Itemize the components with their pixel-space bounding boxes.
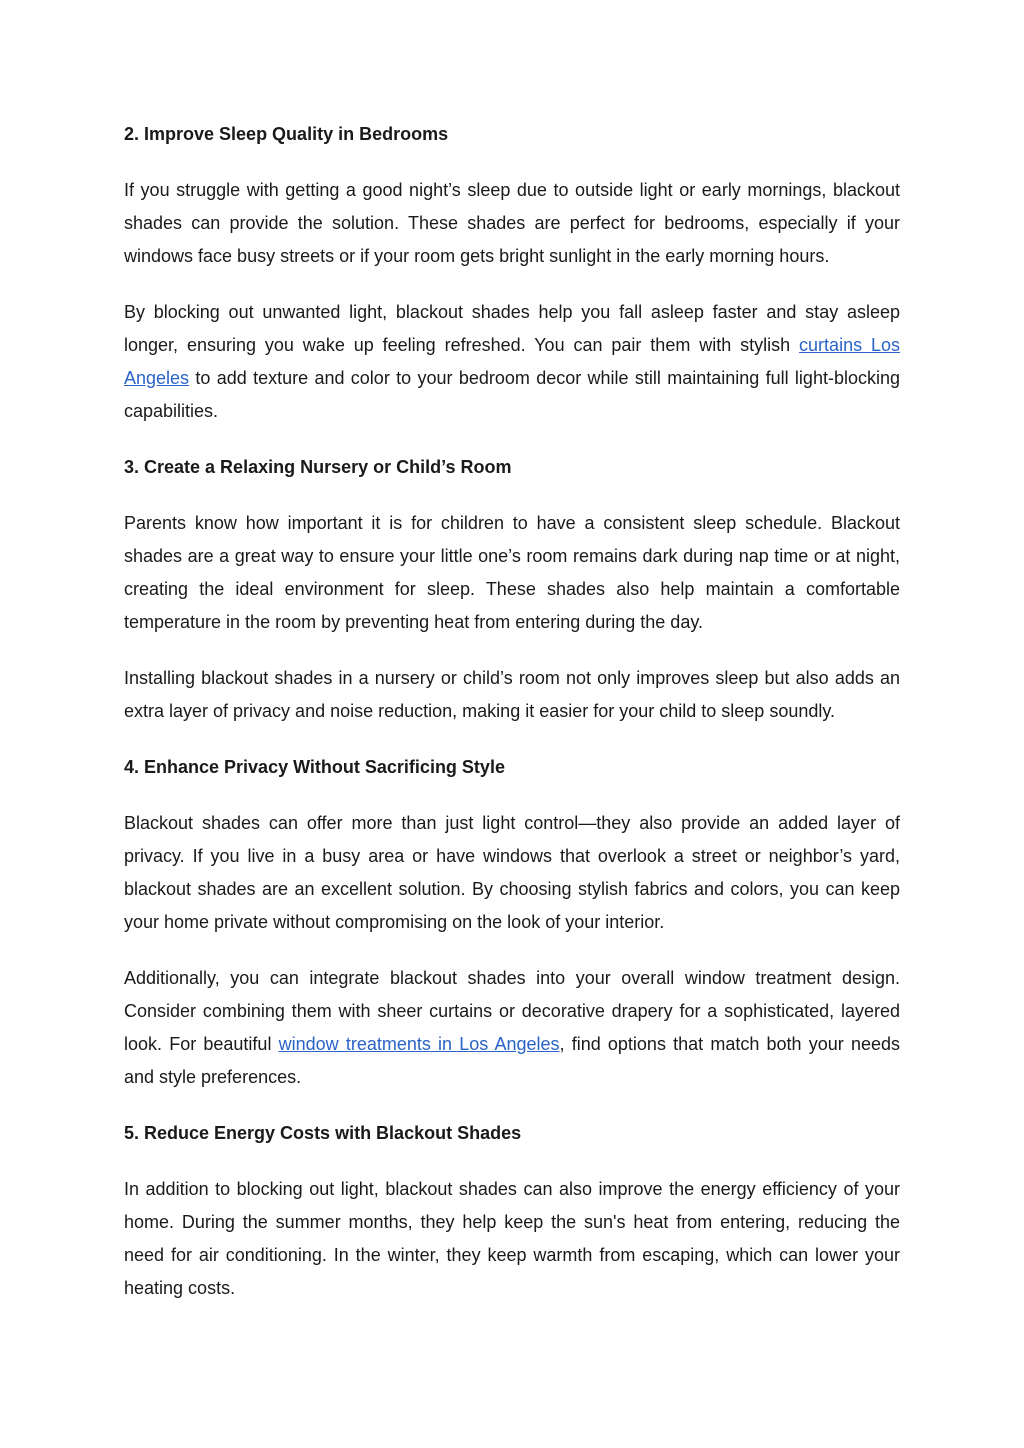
paragraph-sleep-quality-2	[124, 296, 900, 428]
paragraph-text: to add texture and color to your bedroom decor while still maintaining full light-blocking capabilities.	[124, 368, 900, 421]
document-page	[124, 118, 900, 1328]
paragraph-sleep-quality-1: If you struggle with getting a good night’s sleep due to outside light or early mornings, blackout shades can provide the solution. These shades are perfect for bedrooms, especially if your windows face busy streets or if your room gets bright sunlight in the early morning hours.	[124, 180, 900, 266]
link-curtains-los-angeles[interactable]: curtains Los Angeles	[124, 335, 900, 388]
paragraph-nursery-1: Parents know how important it is for children to have a consistent sleep schedule. Blackout shades are a great way to ensure your little one’s room remains dark during nap time or at night, creating the ideal environment for sleep. These shades also help maintain a comfortable temperature in the room by preventing heat from entering during the day.	[124, 513, 900, 632]
link-window-treatments-los-angeles[interactable]: window treatments in Los Angeles	[278, 1034, 560, 1054]
section-heading-privacy: 4. Enhance Privacy Without Sacrificing Style	[124, 757, 505, 777]
paragraph-text: Additionally, you can integrate blackout shades into your overall window treatment design. Consider combining them with sheer curtains or decorative drapery for a sophisticated, layered look. For beautiful	[124, 968, 900, 1054]
paragraph-text: , find options that match both your needs and style preferences.	[124, 1034, 900, 1087]
paragraph-text: By blocking out unwanted light, blackout shades help you fall asleep faster and stay asleep longer, ensuring you wake up feeling refreshed. You can pair them with stylish	[124, 302, 900, 355]
section-heading-energy-costs: 5. Reduce Energy Costs with Blackout Shades	[124, 1123, 522, 1143]
paragraph-nursery-2: Installing blackout shades in a nursery or child’s room not only improves sleep but also adds an extra layer of privacy and noise reduction, making it easier for your child to sleep soundly.	[124, 668, 900, 721]
section-heading-nursery: 3. Create a Relaxing Nursery or Child’s Room	[124, 457, 512, 477]
section-heading-sleep-quality: 2. Improve Sleep Quality in Bedrooms	[124, 124, 449, 144]
paragraph-privacy-2	[124, 962, 900, 1094]
paragraph-privacy-1: Blackout shades can offer more than just light control—they also provide an added layer of privacy. If you live in a busy area or have windows that overlook a street or neighbor’s yard, blackout shades are an excellent solution. By choosing stylish fabrics and colors, you can keep your home private without compromising on the look of your interior.	[124, 813, 900, 932]
paragraph-energy-costs-1: In addition to blocking out light, blackout shades can also improve the energy efficiency of your home. During the summer months, they help keep the sun's heat from entering, reducing the need for air conditioning. In the winter, they keep warmth from escaping, which can lower your heating costs.	[124, 1179, 900, 1298]
